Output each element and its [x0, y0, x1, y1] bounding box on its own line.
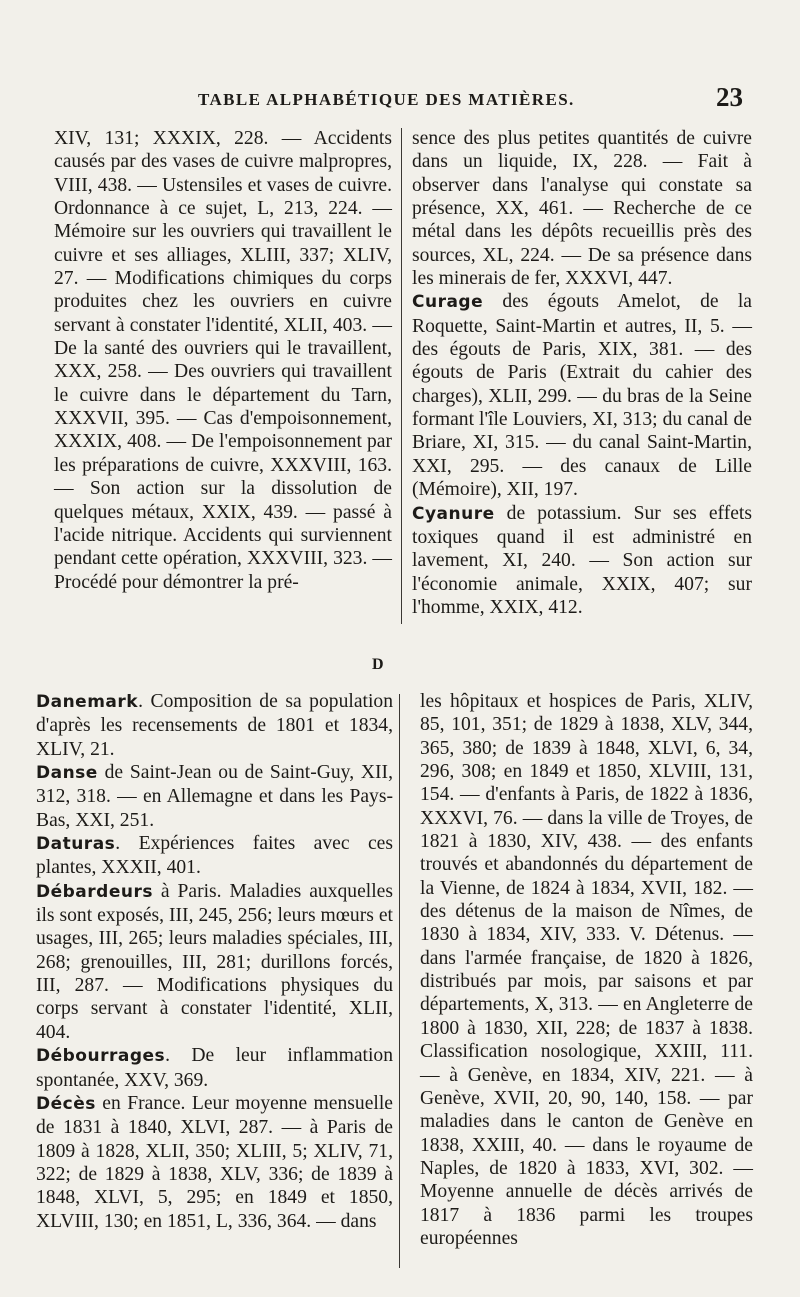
column-divider-top	[401, 128, 402, 624]
entry-body-daturas: . Expériences faites avec ces plantes, XXXII, 401.	[36, 833, 393, 879]
column-divider-bottom	[399, 694, 400, 1268]
entry-head-curage: Curage	[412, 292, 484, 313]
entry-head-deces: Décès	[36, 1093, 96, 1114]
letter-heading-d: D	[372, 656, 384, 673]
entry-debardeurs	[36, 880, 393, 1044]
entry-head-debardeurs: Débardeurs	[36, 881, 153, 902]
left-column-bottom	[36, 690, 393, 1233]
entry-body-debourrages: . De leur inflammation spontanée, XXV, 369.	[36, 1045, 393, 1091]
entry-head-danemark: Danemark	[36, 692, 139, 712]
entry-cuivre-tail: sence des plus petites quantités de cuivre dans un liquide, IX, 228. — Fait à observer dans l'analyse qui constate sa présence, XX, 461. — Recherche de ce métal dans les dépôts recueillis près des sources, XL, 224. — De sa présence dans les minerais de fer, XXXVI, 447.	[412, 128, 752, 290]
entry-curage	[412, 290, 752, 501]
entry-head-danse: Danse	[36, 763, 98, 784]
entry-head-debourrages: Débourrages	[36, 1046, 166, 1067]
entry-body-danse: de Saint-Jean ou de Saint-Guy, XII, 312, 318. — en Allemagne et dans les Pays-Bas, XXI, 251.	[36, 762, 393, 831]
entry-daturas	[36, 832, 393, 880]
page-number: 23	[716, 82, 743, 112]
entry-body-curage: des égouts Amelot, de la Roquette, Saint-Martin et autres, II, 5. — des égouts de Paris, XIX, 381. — des égouts de Paris (Extrait du cahier des charges), XLII, 299. — du bras de la Seine formant l'île Louviers, XI, 313; du canal de Briare, XI, 315. — du canal Saint-Martin, XXI, 295. — des canaux de Lille (Mémoire), XII, 197.	[412, 291, 752, 501]
entry-body-cyanure: de potassium. Sur ses effets toxiques quand il est administré en lavement, XI, 240. — Son action sur l'économie animale, XXIX, 407; sur l'homme, XXIX, 412.	[412, 502, 752, 618]
entry-body-debardeurs: à Paris. Maladies auxquelles ils sont exposés, III, 245, 256; leurs mœurs et usages, III, 265; leurs maladies spéciales, III, 268; grenouilles, III, 281; durillons forcés, III, 287. — Modifications physiques du corps servant à constater l'identité, XLII, 404.	[36, 880, 393, 1043]
entry-danse	[36, 761, 393, 832]
entry-head-cyanure: Cyanure	[412, 503, 495, 524]
left-column-top	[54, 127, 392, 594]
entry-body-deces: en France. Leur moyenne mensuelle de 1831 à 1840, XLVI, 287. — à Paris de 1809 à 1828, XLII, 350; XLIII, 5; XLIV, 71, 322; de 1829 à 1838, XLV, 336; de 1839 à 1848, XLVI, 5, 295; en 1849 et 1850, XLVIII, 130; en 1851, L, 336, 364. — dans	[36, 1092, 393, 1232]
entry-debourrages	[36, 1044, 393, 1092]
entry-cyanure	[412, 502, 752, 620]
running-title: TABLE ALPHABÉTIQUE DES MATIÈRES.	[198, 90, 575, 109]
right-column-bottom	[420, 690, 753, 1250]
entry-head-daturas: Daturas	[36, 834, 116, 855]
entry-body-danemark: . Composition de sa population d'après les recensements de 1801 et 1834, XLIV, 21.	[36, 691, 393, 760]
entry-deces-continued: les hôpitaux et hospices de Paris, XLIV, 85, 101, 351; de 1829 à 1838, XLV, 344, 365, 380; de 1839 à 1848, XLVI, 6, 34, 296, 308; en 1849 et 1850, XLVIII, 131, 154. — d'enfants à Paris, de 1822 à 1836, XXXVI, 76. — dans la ville de Troyes, de 1821 à 1830, XIV, 438. — des enfants trouvés et abandonnés du département de la Vienne, de 1824 à 1834, XVII, 182. — des détenus de la maison de Nîmes, de 1830 à 1834, XIV, 333. V. Détenus. — dans l'armée française, de 1820 à 1826, distribués par mois, par saisons et par départements, X, 313. — en Angleterre de 1800 à 1830, XII, 228; de 1837 à 1838. Classification nosologique, XXIII, 111. — à Genève, en 1834, XIV, 221. — à Genève, XVII, 20, 90, 140, 158. — par maladies dans le canton de Genève en 1838, XXIII, 40. — dans le royaume de Naples, de 1820 à 1833, XVI, 302. — Moyenne annuelle de décès arrivés de 1817 à 1836 parmi les troupes européennes	[420, 691, 753, 1249]
entry-cuivre-continued: XIV, 131; XXXIX, 228. — Accidents causés par des vases de cuivre malpropres, VIII, 438. — Ustensiles et vases de cuivre. Ordonnance à ce sujet, L, 213, 224. — Mémoire sur les ouvriers qui travaillent le cuivre et ses alliages, XLIII, 337; XLIV, 27. — Modifications chimiques du corps produites chez les ouvriers en cuivre servant à constater l'identité, XLII, 403. — De la santé des ouvriers qui le travaillent, XXX, 258. — Des ouvriers qui travaillent le cuivre dans le département du Tarn, XXXVII, 395. — Cas d'empoisonnement, XXXIX, 408. — De l'empoisonnement par les préparations de cuivre, XXXVIII, 163. — Son action sur la dissolution de quelques métaux, XXIX, 439. — passé à l'acide nitrique. Accidents qui surviennent pendant cette opération, XXXVIII, 323. — Procédé pour démontrer la pré-	[54, 128, 392, 593]
entry-danemark	[36, 690, 393, 761]
right-column-top	[412, 127, 752, 619]
entry-deces	[36, 1092, 393, 1233]
page-header	[0, 78, 800, 118]
